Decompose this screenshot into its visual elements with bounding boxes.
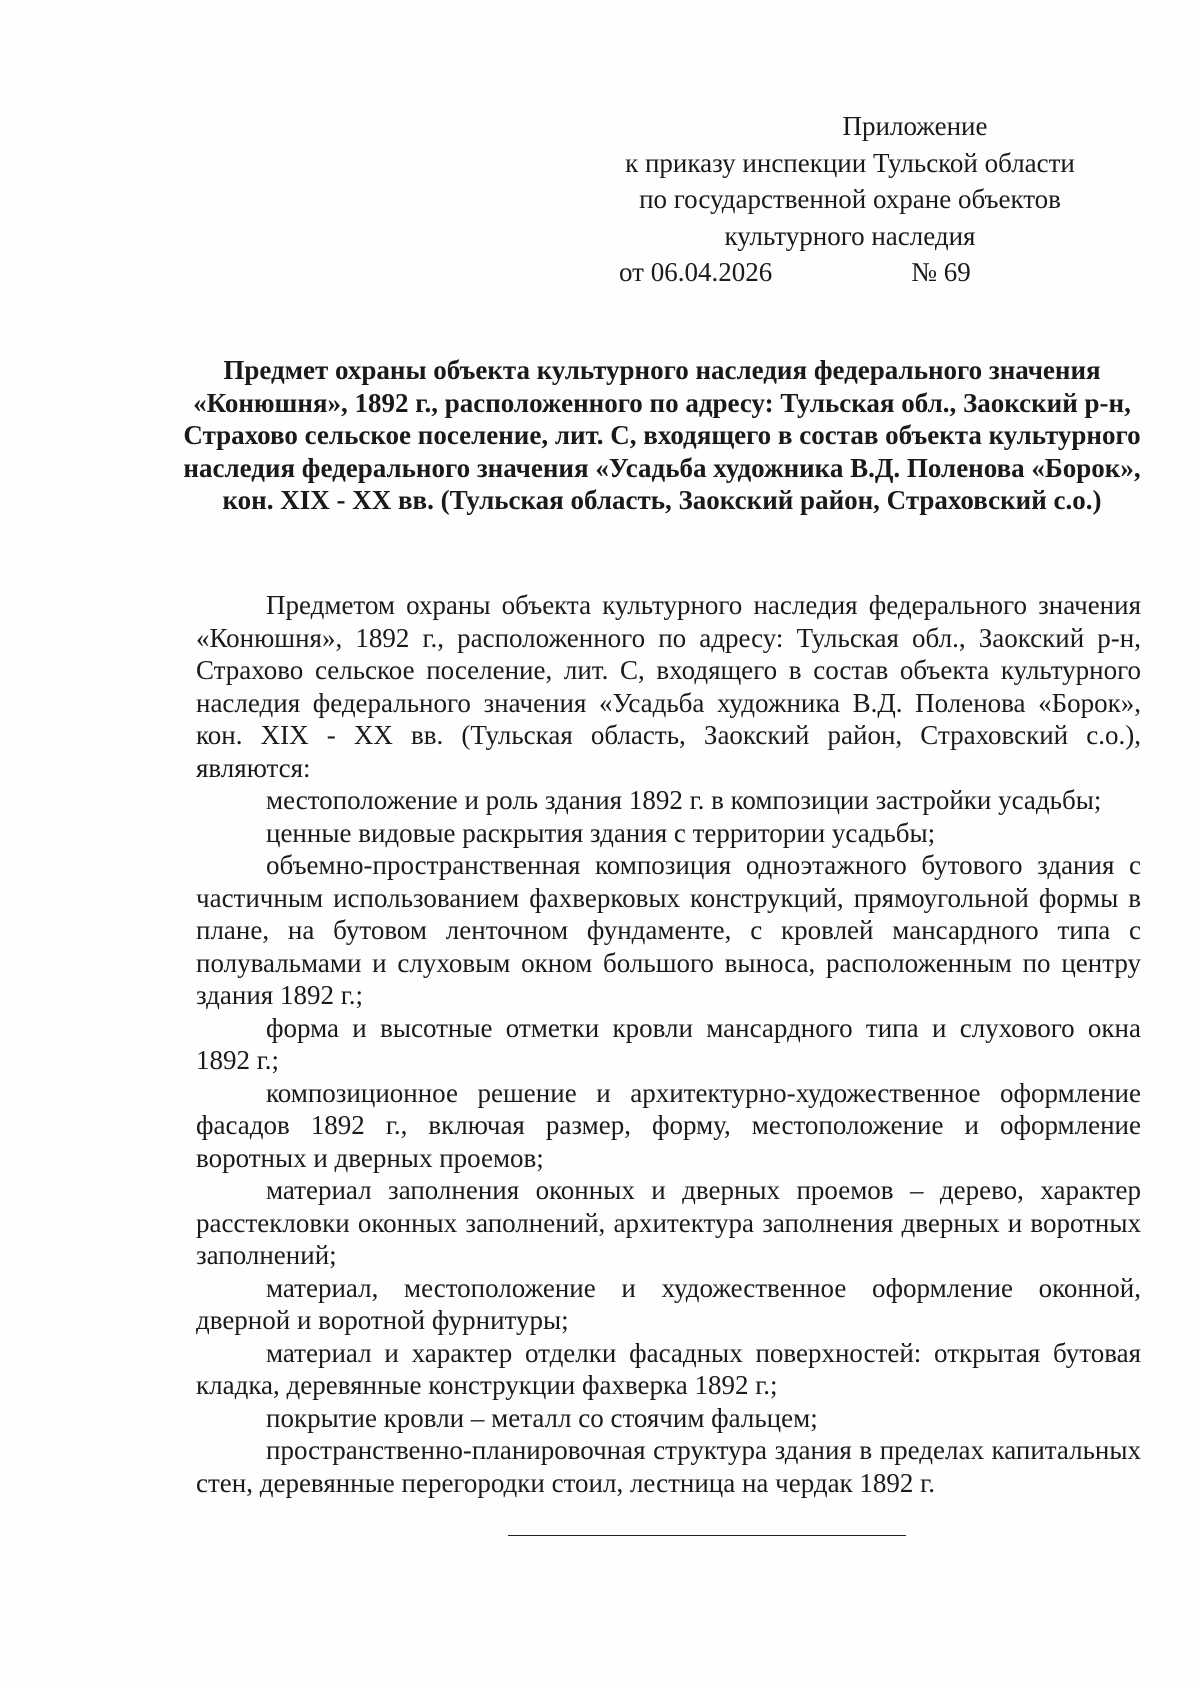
end-divider xyxy=(508,1535,906,1536)
paragraph-item: объемно-пространственная композиция одноэтажного бутового здания с частичным использованием фахверковых конструкций, прямоугольной формы в плане, на бутовом ленточном фундаменте, с кровлей мансардного типа с полувальмами и слуховым окном большого выноса, расположенным по центру здания 1892 г.; xyxy=(196,850,1141,1010)
paragraph-item: материал и характер отделки фасадных поверхностей: открытая бутовая кладка, деревянные конструкции фахверка 1892 г.; xyxy=(196,1337,1141,1400)
order-number: № 69 xyxy=(911,257,971,287)
paragraph-item: пространственно-планировочная структура здания в пределах капитальных стен, деревянные перегородки стоил, лестница на чердак 1892 г. xyxy=(196,1435,1141,1498)
paragraph-item: композиционное решение и архитектурно-художественное оформление фасадов 1892 г., включая размер, форму, местоположение и оформление воротных и дверных проемов; xyxy=(196,1077,1141,1173)
paragraph-intro: Предметом охраны объекта культурного наследия федерального значения «Конюшня», 1892 г., расположенного по адресу: Тульская обл., Заокский р-н, Страхово сельское поселение, лит. С, входящего в состав объекта культурного наследия федерального значения «Усадьба художника В.Д. Поленова «Борок», кон. XIX - XX вв. (Тульская область, Заокский район, Страховский с.о.), являются: xyxy=(196,590,1141,783)
paragraph-item: материал, местоположение и художественное оформление оконной, дверной и воротной фурнитуры; xyxy=(196,1272,1141,1335)
order-date: от 06.04.2026 xyxy=(619,257,773,287)
paragraph-item: ценные видовые раскрытия здания с территории усадьбы; xyxy=(266,817,936,848)
paragraph-item: форма и высотные отметки кровли мансардного типа и слухового окна 1892 г.; xyxy=(196,1012,1141,1075)
paragraph-item: местоположение и роль здания 1892 г. в композиции застройки усадьбы; xyxy=(266,785,1102,815)
order-date-number xyxy=(560,254,1140,291)
appendix-label: Приложение xyxy=(842,111,988,141)
document-body xyxy=(196,589,1141,1499)
paragraph-item: материал заполнения оконных и дверных проемов – дерево, характер расстекловки оконных заполнений, архитектура заполнения дверных и воротных заполнений; xyxy=(196,1175,1141,1270)
document-title: Предмет охраны объекта культурного наследия федерального значения «Конюшня», 1892 г., расположенного по адресу: Тульская обл., Заокский р-н, Страхово сельское поселение, лит. С, входящего в состав объекта культурного наследия федерального значения «Усадьба художника В.Д. Поленова «Борок», кон. XIX - XX вв. (Тульская область, Заокский район, Страховский с.о.) xyxy=(183,355,1141,515)
order-reference-cont: по государственной охране объектов xyxy=(639,184,1061,214)
order-reference-end: культурного наследия xyxy=(724,220,976,251)
order-reference: к приказу инспекции Тульской области xyxy=(625,147,1075,178)
paragraph-item: покрытие кровли – металл со стоячим фальцем; xyxy=(266,1402,818,1433)
appendix-header xyxy=(560,108,1140,291)
